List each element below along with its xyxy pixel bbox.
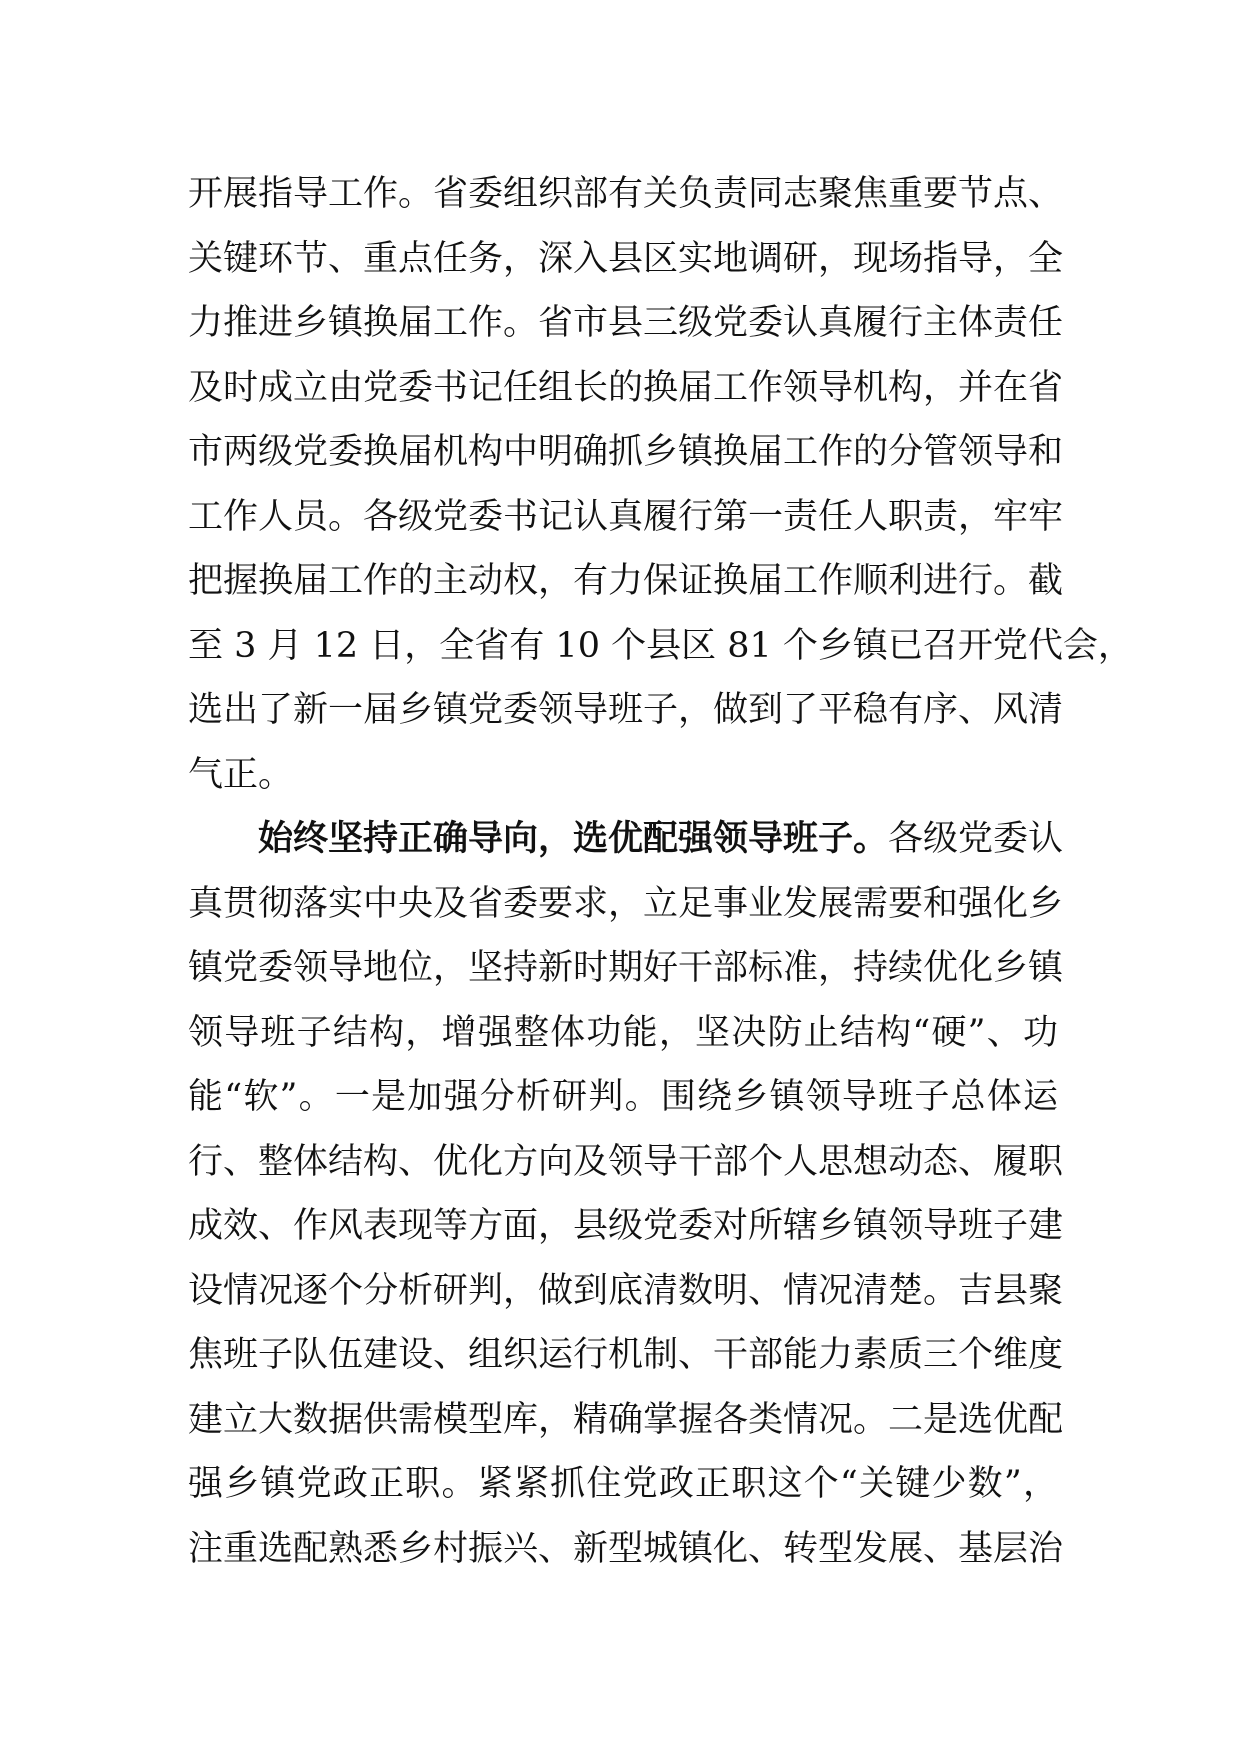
text-line: 建立大数据供需模型库，精确掌握各类情况。二是选优配 xyxy=(188,1399,1064,1440)
text-line: 能“软”。一是加强分析研判。围绕乡镇领导班子总体运 xyxy=(188,1077,1058,1117)
text-line: 成效、作风表现等方面，县级党委对所辖乡镇领导班子建 xyxy=(188,1206,1064,1246)
text-line: 注重选配熟悉乡村振兴、新型城镇化、转型发展、基层治 xyxy=(188,1528,1064,1569)
text-line: 工作人员。各级党委书记认真履行第一责任人职责，牢牢 xyxy=(188,496,1064,537)
text-line: 关键环节、重点任务，深入县区实地调研，现场指导，全 xyxy=(188,238,1064,279)
text-line: 气正。 xyxy=(188,754,294,795)
text-line: 设情况逐个分析研判，做到底清数明、情况清楚。吉县聚 xyxy=(188,1270,1064,1311)
paragraph-heading: 始终坚持正确导向，选优配强领导班子。 xyxy=(258,819,889,859)
text-line: 开展指导工作。省委组织部有关负责同志聚焦重要节点、 xyxy=(188,174,1064,214)
text-line: 领导班子结构，增强整体功能，坚决防止结构“硬”、功 xyxy=(188,1012,1058,1053)
text-line: 至 3 月 12 日，全省有 10 个县区 81 个乡镇已召开党代会， xyxy=(188,625,1133,666)
text-line: 焦班子队伍建设、组织运行机制、干部能力素质三个维度 xyxy=(188,1335,1064,1375)
text-line: 镇党委领导地位，坚持新时期好干部标准，持续优化乡镇 xyxy=(188,948,1064,988)
text-line: 真贯彻落实中央及省委要求，立足事业发展需要和强化乡 xyxy=(188,883,1064,924)
paragraph-2 xyxy=(188,807,1064,1581)
text-line: 行、整体结构、优化方向及领导干部个人思想动态、履职 xyxy=(188,1141,1064,1182)
text-line: 及时成立由党委书记任组长的换届工作领导机构，并在省 xyxy=(188,367,1064,408)
text-line: 强乡镇党政正职。紧紧抓住党政正职这个“关键少数”， xyxy=(188,1464,1058,1504)
text-line: 力推进乡镇换届工作。省市县三级党委认真履行主体责任 xyxy=(188,303,1064,343)
paragraph-1 xyxy=(188,162,1133,807)
first-line-text: 各级党委认 xyxy=(888,819,1064,859)
text-line: 市两级党委换届机构中明确抓乡镇换届工作的分管领导和 xyxy=(188,432,1064,472)
body-text xyxy=(188,162,1133,1581)
paragraph-first-line xyxy=(188,807,1064,872)
text-line: 把握换届工作的主动权，有力保证换届工作顺利进行。截 xyxy=(188,561,1064,601)
text-line: 选出了新一届乡镇党委领导班子，做到了平稳有序、风清 xyxy=(188,690,1064,730)
